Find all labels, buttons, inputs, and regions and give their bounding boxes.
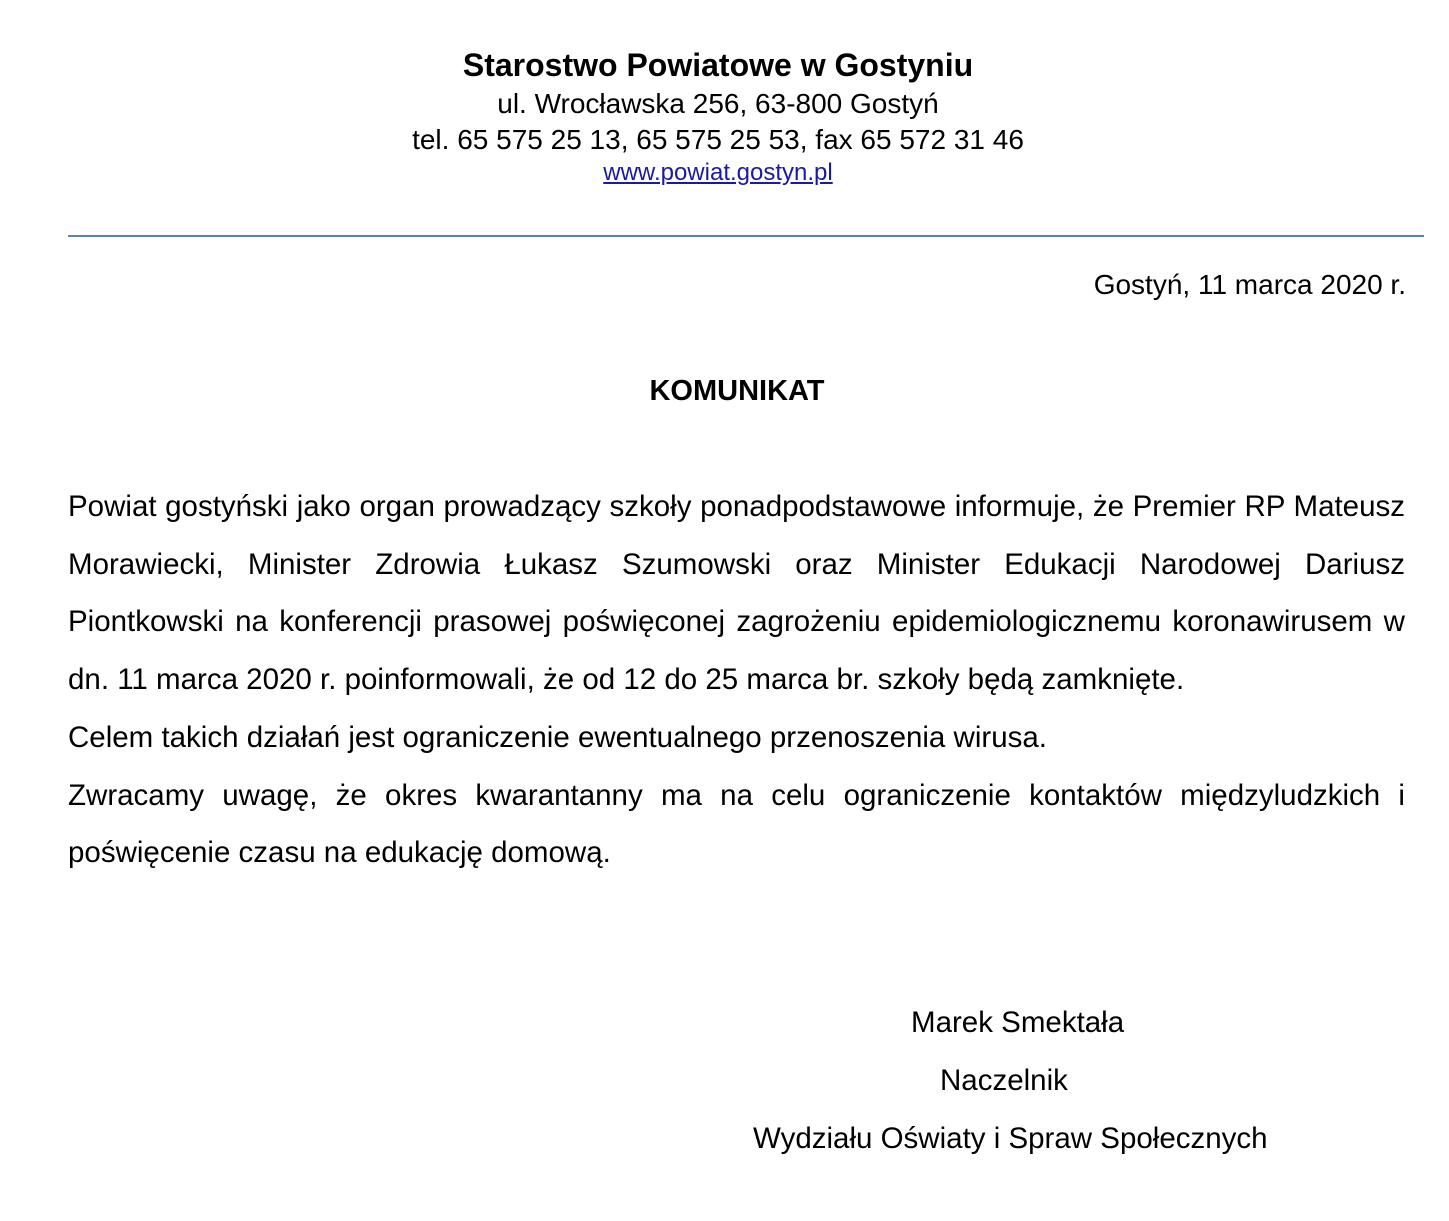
website-link[interactable]: www.powiat.gostyn.pl	[603, 159, 833, 186]
letterhead	[0, 44, 1449, 188]
body-paragraph: Zwracamy uwagę, że okres kwarantanny ma na celu ograniczenie kontaktów międzyludzkich i poświęcenie czasu na edukację domową.	[68, 778, 1405, 870]
header-divider	[68, 235, 1424, 237]
signatory-department: Wydziału Oświaty i Spraw Społecznych	[753, 1122, 1268, 1155]
document-title: KOMUNIKAT	[649, 375, 825, 407]
body-paragraph: Celem takich działań jest ograniczenie ewentualnego przenoszenia wirusa.	[68, 720, 1047, 754]
organization-name: Starostwo Powiatowe w Gostyniu	[462, 47, 974, 83]
body-paragraph: Powiat gostyński jako organ prowadzący szkoły ponadpodstawowe informuje, że Premier RP Mateusz Morawiecki, Minister Zdrowia Łukasz Szumowski oraz Minister Edukacji Narodowej Dariusz Piontkowski na konferencji prasowej poświęconej zagrożeniu epidemiologicznemu koronawirusem w dn. 11 marca 2020 r. poinformowali, że od 12 do 25 marca br. szkoły będą zamknięte.	[68, 490, 1405, 697]
organization-address: ul. Wrocławska 256, 63-800 Gostyń	[497, 88, 939, 119]
signatory-name: Marek Smektała	[911, 1006, 1125, 1039]
document-body	[68, 478, 1405, 882]
document-date: Gostyń, 11 marca 2020 r.	[1093, 269, 1406, 300]
signatory-position: Naczelnik	[940, 1064, 1068, 1097]
organization-contact: tel. 65 575 25 13, 65 575 25 53, fax 65 572 31 46	[412, 124, 1024, 155]
